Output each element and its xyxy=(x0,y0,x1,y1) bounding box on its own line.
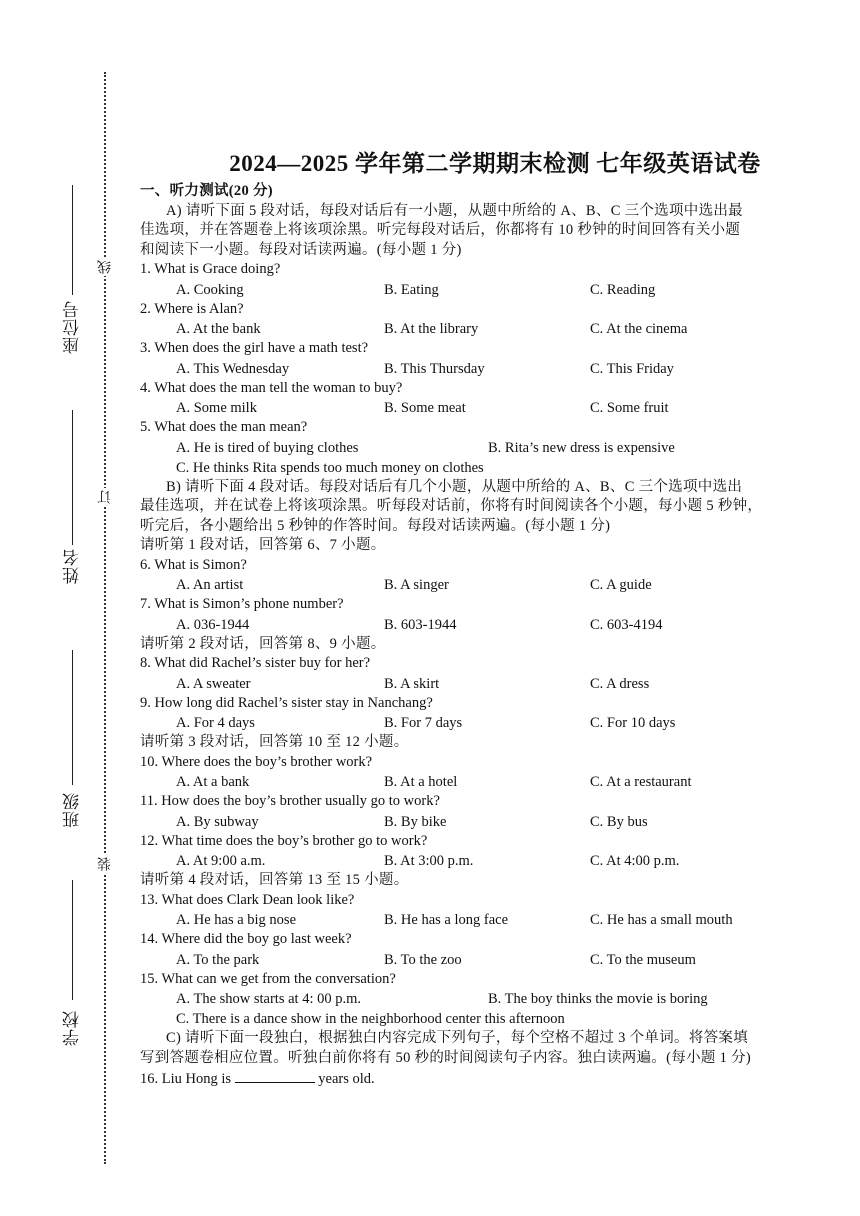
option-c: C. At a restaurant xyxy=(590,774,692,790)
option-c: C. 603-4194 xyxy=(590,616,663,633)
option-a: A. For 4 days xyxy=(176,715,255,731)
option-c: C. A guide xyxy=(590,577,652,593)
option-a: A. An artist xyxy=(176,577,244,593)
option-b: B. Eating xyxy=(384,281,439,298)
dialogue-2-prompt: 请听第 2 段对话，回答第 8、9 小题。 xyxy=(140,635,386,652)
option-b: B. At the library xyxy=(384,321,479,337)
answer-blank[interactable] xyxy=(235,1068,315,1083)
question-16 xyxy=(140,1068,810,1088)
name-label: 姓名 xyxy=(63,548,82,584)
question-15: 15. What can we get from the conversation? xyxy=(140,970,396,987)
line-mark: 线 xyxy=(96,258,116,276)
question-16-text: 16. Liu Hong is xyxy=(140,1071,232,1087)
options-15 xyxy=(140,989,810,1009)
dialogue-1-prompt: 请听第 1 段对话，回答第 6、7 小题。 xyxy=(140,537,386,553)
option-c: C. This Friday xyxy=(590,360,674,377)
options-14 xyxy=(140,950,810,970)
option-a: A. By subway xyxy=(176,813,259,830)
partC-instruction-2: 写到答题卷相应位置。听独白前你将有 50 秒的时间阅读句子内容。独白读两遍。(每小题 1 分) xyxy=(140,1049,752,1066)
option-a: A. The show starts at 4: 00 p.m. xyxy=(176,991,361,1007)
option-b: B. A singer xyxy=(384,577,449,593)
partA-instruction-2: 佳选项，并在答题卷上将该项涂黑。听完每段对话后，你都将有 10 秒钟的时间回答有关小题 xyxy=(140,222,741,238)
option-b: B. This Thursday xyxy=(384,360,485,377)
options-7 xyxy=(140,615,810,635)
options-9 xyxy=(140,713,810,733)
options-4 xyxy=(140,398,810,418)
question-3: 3. When does the girl have a math test? xyxy=(140,340,369,356)
option-b: B. He has a long face xyxy=(384,912,509,928)
option-b: B. By bike xyxy=(384,813,447,830)
option-c: C. He has a small mouth xyxy=(590,912,733,928)
question-9: 9. How long did Rachel’s sister stay in Nanchang? xyxy=(140,694,433,711)
option-a: A. A sweater xyxy=(176,675,251,692)
option-c: C. Reading xyxy=(590,281,656,298)
option-b: B. The boy thinks the movie is boring xyxy=(488,991,708,1007)
dialogue-4-prompt: 请听第 4 段对话，回答第 13 至 15 小题。 xyxy=(140,872,409,888)
question-1: 1. What is Grace doing? xyxy=(140,261,281,277)
partB-instruction-3: 听完后，各小题给出 5 秒钟的作答时间。每段对话读两遍。(每小题 1 分) xyxy=(140,517,611,534)
class-label: 班级 xyxy=(63,792,82,828)
class-line xyxy=(72,650,73,785)
seat-number-line xyxy=(72,185,73,295)
question-11: 11. How does the boy’s brother usually go to work? xyxy=(140,793,440,809)
options-10 xyxy=(140,772,810,792)
options-15-c xyxy=(140,1009,810,1029)
option-a: A. To the park xyxy=(176,951,260,968)
option-c: C. At the cinema xyxy=(590,321,688,337)
option-a: A. Cooking xyxy=(176,281,244,298)
school-line xyxy=(72,880,73,1000)
dotted-cut-line xyxy=(104,72,106,1164)
section-heading: 一、听力测试(20 分) xyxy=(140,183,273,199)
option-c: C. For 10 days xyxy=(590,715,676,731)
option-b: B. 603-1944 xyxy=(384,616,457,633)
option-b: B. For 7 days xyxy=(384,715,463,731)
option-a: A. Some milk xyxy=(176,400,257,416)
question-16-suffix: years old. xyxy=(318,1071,375,1087)
partA-instruction-3: 和阅读下一小题。每段对话读两遍。(每小题 1 分) xyxy=(140,241,462,258)
options-3 xyxy=(140,359,810,379)
options-5 xyxy=(140,438,810,458)
question-10: 10. Where does the boy’s brother work? xyxy=(140,753,373,770)
option-b: B. Rita’s new dress is expensive xyxy=(488,439,675,456)
option-a: A. At 9:00 a.m. xyxy=(176,853,266,869)
option-a: A. At a bank xyxy=(176,774,250,790)
page-title: 2024—2025 学年第二学期期末检测 七年级英语试卷 xyxy=(229,151,761,176)
question-4: 4. What does the man tell the woman to buy? xyxy=(140,379,403,396)
options-6 xyxy=(140,575,810,595)
question-14: 14. Where did the boy go last week? xyxy=(140,931,352,947)
option-b: B. A skirt xyxy=(384,675,440,692)
option-a: A. He has a big nose xyxy=(176,912,297,928)
question-8: 8. What did Rachel’s sister buy for her? xyxy=(140,655,371,671)
options-8 xyxy=(140,674,810,694)
option-c: C. A dress xyxy=(590,675,650,692)
binding-margin xyxy=(0,0,130,1216)
option-c: C. There is a dance show in the neighborhood center this afternoon xyxy=(176,1011,565,1027)
options-1 xyxy=(140,280,810,300)
question-12: 12. What time does the boy’s brother go to work? xyxy=(140,832,428,849)
option-a: A. This Wednesday xyxy=(176,360,290,377)
option-a: A. At the bank xyxy=(176,321,261,337)
option-c: C. At 4:00 p.m. xyxy=(590,853,680,869)
question-5: 5. What does the man mean? xyxy=(140,419,308,435)
option-c: C. Some fruit xyxy=(590,400,669,416)
option-c: C. By bus xyxy=(590,813,648,830)
bind-mark: 装 xyxy=(96,855,116,873)
question-7: 7. What is Simon’s phone number? xyxy=(140,596,344,612)
question-2: 2. Where is Alan? xyxy=(140,300,244,317)
partC-instruction-1: C) 请听下面一段独白，根据独白内容完成下列句子，每个空格不超过 3 个单词。将答案填 xyxy=(166,1030,749,1046)
option-b: B. At a hotel xyxy=(384,774,458,790)
partB-instruction-1: B) 请听下面 4 段对话。每段对话后有几个小题，从题中所给的 A、B、C 三个选项中选出 xyxy=(166,478,743,495)
partA-instruction-1: A) 请听下面 5 段对话，每段对话后有一小题，从题中所给的 A、B、C 三个选项中选出最 xyxy=(166,202,743,219)
question-6: 6. What is Simon? xyxy=(140,556,247,573)
option-a: A. He is tired of buying clothes xyxy=(176,439,359,456)
option-b: B. To the zoo xyxy=(384,951,462,968)
options-13 xyxy=(140,910,810,930)
order-mark: 订 xyxy=(96,488,116,506)
question-13: 13. What does Clark Dean look like? xyxy=(140,891,355,908)
options-11 xyxy=(140,812,810,832)
option-a: A. 036-1944 xyxy=(176,616,250,633)
options-12 xyxy=(140,851,810,871)
school-label: 学校 xyxy=(63,1010,82,1046)
exam-content xyxy=(140,182,810,1088)
name-line xyxy=(72,410,73,545)
option-b: B. Some meat xyxy=(384,400,466,416)
options-2 xyxy=(140,319,810,339)
partB-instruction-2: 最佳选项，并在试卷上将该项涂黑。听每段对话前，你将有时间阅读各个小题，每小题 5 秒钟， xyxy=(140,498,763,514)
option-c: C. To the museum xyxy=(590,951,696,968)
dialogue-3-prompt: 请听第 3 段对话，回答第 10 至 12 小题。 xyxy=(140,734,409,750)
seat-number-label: 座位号 xyxy=(63,300,82,354)
option-c: C. He thinks Rita spends too much money on clothes xyxy=(176,459,484,476)
options-5-c xyxy=(140,458,810,478)
option-b: B. At 3:00 p.m. xyxy=(384,853,474,869)
